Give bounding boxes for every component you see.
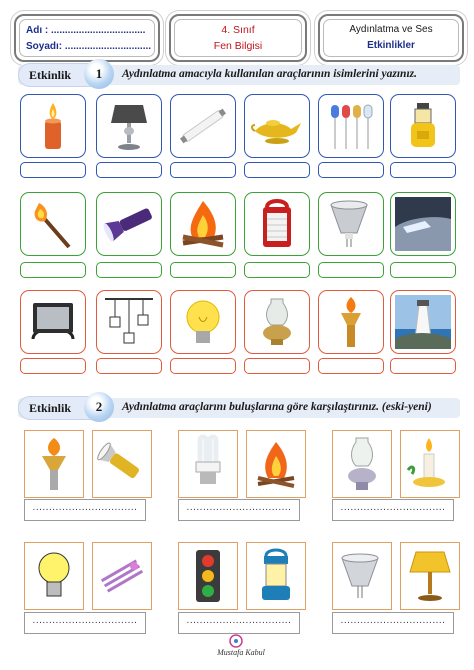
answer-box[interactable] — [318, 358, 384, 374]
comparison-answer-box[interactable]: ................................ — [332, 499, 454, 521]
activity2-banner — [18, 398, 460, 418]
student-info-box — [14, 14, 160, 62]
halogen-spot-picture — [332, 542, 392, 610]
activity2-number: 2 — [84, 392, 114, 422]
answer-box[interactable] — [244, 358, 310, 374]
activity1-label: Etkinlik — [18, 63, 94, 87]
answer-box[interactable] — [318, 262, 384, 278]
energy-saving-bulb-picture — [178, 430, 238, 498]
grade-label: 4. Sınıf — [221, 24, 255, 36]
answer-box[interactable] — [96, 358, 162, 374]
kerosene-lamp-icon — [249, 295, 305, 349]
flashlight-icon — [101, 197, 157, 251]
energy-saving-bulb-icon — [182, 434, 234, 494]
comparison-answer-box[interactable]: ................................ — [178, 499, 300, 521]
comparison-answer-box[interactable]: ................................ — [332, 612, 454, 634]
traffic-light-picture — [178, 542, 238, 610]
flashlight-icon — [96, 434, 148, 494]
answer-box[interactable] — [20, 262, 86, 278]
camping-lantern-picture — [246, 542, 306, 610]
topic-label: Aydınlatma ve Ses — [349, 24, 433, 35]
surname-field[interactable]: Soyadı: ............................... — [26, 41, 152, 52]
activity1-banner — [18, 65, 460, 85]
comparison-answer-box[interactable]: ................................ — [24, 499, 146, 521]
answer-box[interactable] — [390, 162, 456, 178]
light-bulb-icon — [28, 546, 80, 606]
pendant-lamp-icon — [101, 295, 157, 349]
campfire-card — [170, 192, 236, 256]
lighthouse-icon — [395, 295, 451, 349]
rechargeable-lantern-card — [244, 192, 310, 256]
oil-lamp-icon — [249, 99, 305, 153]
halogen-spot-icon — [336, 546, 388, 606]
camping-lantern-icon — [250, 546, 302, 606]
floodlight-card — [20, 290, 86, 354]
kerosene-lamp-picture — [332, 430, 392, 498]
olympic-torch-card — [318, 290, 384, 354]
lighthouse-card — [390, 290, 456, 354]
light-bulb-icon — [175, 295, 231, 349]
candle-icon — [25, 99, 81, 153]
gas-lantern-icon — [395, 99, 451, 153]
answer-box[interactable] — [390, 262, 456, 278]
answer-box[interactable] — [318, 162, 384, 178]
answer-box[interactable] — [20, 162, 86, 178]
fluorescent-tube-card — [170, 94, 236, 158]
activities-label: Etkinlikler — [367, 40, 415, 51]
table-lamp-icon — [101, 99, 157, 153]
topic-box — [318, 14, 464, 62]
led-bulbs-card — [318, 94, 384, 158]
signature-logo-icon — [228, 634, 244, 648]
answer-box[interactable] — [96, 262, 162, 278]
answer-box[interactable] — [244, 262, 310, 278]
kerosene-lamp-card — [244, 290, 310, 354]
grade-box — [169, 14, 307, 62]
answer-box[interactable] — [170, 358, 236, 374]
activity2-label: Etkinlik — [18, 396, 94, 420]
name-field[interactable]: Adı : .................................. — [26, 25, 146, 36]
answer-box[interactable] — [170, 162, 236, 178]
floodlight-icon — [25, 295, 81, 349]
table-lamp-picture — [400, 542, 460, 610]
fluorescent-tube-icon — [175, 99, 231, 153]
flashlight-card — [96, 192, 162, 256]
traffic-light-icon — [182, 546, 234, 606]
campfire-picture — [246, 430, 306, 498]
rechargeable-lantern-icon — [249, 197, 305, 251]
light-bulb-picture — [24, 542, 84, 610]
author-signature: Mustafa Kabul — [217, 648, 265, 657]
light-bulb-card — [170, 290, 236, 354]
table-lamp-icon — [404, 546, 456, 606]
comparison-answer-box[interactable]: ................................ — [24, 612, 146, 634]
activity1-instruction: Aydınlatma amacıyla kullanılan araçlarının isimlerini yazınız. — [122, 68, 418, 80]
candle-icon — [404, 434, 456, 494]
torch-card — [20, 192, 86, 256]
flashlight-picture — [92, 430, 152, 498]
kerosene-lamp-icon — [336, 434, 388, 494]
olympic-torch-icon — [28, 434, 80, 494]
candle-picture — [400, 430, 460, 498]
halogen-spot-card — [318, 192, 384, 256]
led-bulbs-picture — [92, 542, 152, 610]
answer-box[interactable] — [390, 358, 456, 374]
led-bulbs-icon — [323, 99, 379, 153]
campfire-icon — [250, 434, 302, 494]
answer-box[interactable] — [96, 162, 162, 178]
answer-box[interactable] — [170, 262, 236, 278]
comparison-answer-box[interactable]: ................................ — [178, 612, 300, 634]
answer-box[interactable] — [20, 358, 86, 374]
campfire-icon — [175, 197, 231, 251]
table-lamp-card — [96, 94, 162, 158]
halogen-spot-icon — [323, 197, 379, 251]
gas-lantern-card — [390, 94, 456, 158]
olympic-torch-icon — [323, 295, 379, 349]
activity2-instruction: Aydınlatma araçlarını buluşlarına göre karşılaştırınız. (eski-yeni) — [122, 401, 432, 413]
oil-lamp-card — [244, 94, 310, 158]
led-bulbs-icon — [96, 546, 148, 606]
subject-label: Fen Bilgisi — [213, 40, 263, 52]
torch-icon — [25, 197, 81, 251]
answer-box[interactable] — [244, 162, 310, 178]
candle-card — [20, 94, 86, 158]
car-headlight-icon — [395, 197, 451, 251]
pendant-lamp-card — [96, 290, 162, 354]
activity1-number: 1 — [84, 59, 114, 89]
car-headlight-card — [390, 192, 456, 256]
olympic-torch-picture — [24, 430, 84, 498]
